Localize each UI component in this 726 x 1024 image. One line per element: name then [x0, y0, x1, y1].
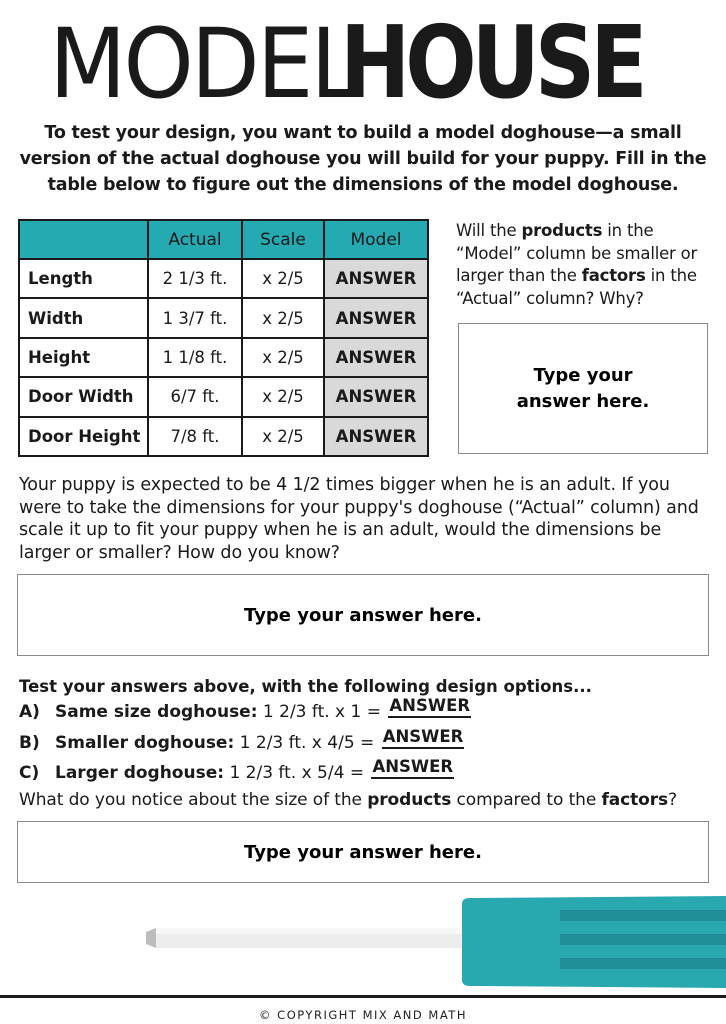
header-actual: Actual — [148, 220, 242, 259]
model-answer-field[interactable]: ANSWER — [324, 417, 428, 456]
title-light: MODEL — [49, 8, 358, 120]
footer-divider — [0, 995, 726, 998]
actual-cell: 2 1/3 ft. — [148, 259, 242, 298]
notice-text: compared to the — [451, 790, 602, 810]
answer-box-notice[interactable] — [17, 821, 709, 883]
question-scale-up: Your puppy is expected to be 4 1/2 times bigger when he is an adult. If you were to take the dimensions for your puppy's doghouse (“Actual” column) and scale it up to fit your puppy when he is an adult, would the dimensions be larger or smaller? How do you know? — [19, 475, 699, 563]
model-answer-field[interactable]: ANSWER — [324, 338, 428, 377]
question1-bold-products: products — [521, 221, 603, 240]
option-label: Same size doghouse: — [55, 702, 258, 722]
header-scale: Scale — [242, 220, 324, 259]
model-answer-field[interactable]: ANSWER — [324, 298, 428, 337]
answer-placeholder: Type your answer here. — [244, 604, 482, 626]
option-answer-field[interactable]: ANSWER — [388, 697, 471, 718]
row-label: Length — [19, 259, 148, 298]
screwdriver-icon — [0, 890, 726, 990]
question1-text: Will the — [456, 221, 522, 240]
screwdriver-tip — [146, 928, 156, 948]
table-row — [19, 417, 428, 456]
option-letter: B) — [19, 733, 40, 753]
model-answer-field[interactable]: ANSWER — [324, 377, 428, 416]
option-label: Smaller doghouse: — [55, 733, 235, 753]
actual-cell: 7/8 ft. — [148, 417, 242, 456]
header-model: Model — [324, 220, 428, 259]
question1-bold-factors: factors — [581, 266, 646, 285]
option-expression: 1 2/3 ft. x 5/4 = — [224, 763, 370, 783]
handle-groove — [560, 934, 726, 945]
test-heading: Test your answers above, with the following design options... — [19, 677, 592, 696]
notice-text: What do you notice about the size of the — [19, 790, 368, 810]
table-row — [19, 298, 428, 337]
row-label: Height — [19, 338, 148, 377]
question1-text: in the “Actual” column? Why? — [456, 266, 697, 308]
answer-placeholder: Type your answer here. — [516, 364, 650, 412]
option-expression: 1 2/3 ft. x 4/5 = — [234, 733, 380, 753]
scale-cell: x 2/5 — [242, 259, 324, 298]
table-header-row — [19, 220, 428, 259]
actual-cell: 6/7 ft. — [148, 377, 242, 416]
page-title — [0, 4, 726, 121]
scale-cell: x 2/5 — [242, 377, 324, 416]
table-row — [19, 338, 428, 377]
handle-groove — [560, 958, 726, 969]
handle-groove — [560, 910, 726, 921]
notice-text: ? — [668, 790, 677, 810]
actual-cell: 1 1/8 ft. — [148, 338, 242, 377]
answer-box-scale-up[interactable] — [17, 574, 709, 656]
table-row — [19, 377, 428, 416]
option-letter: C) — [19, 763, 40, 783]
option-answer-field[interactable]: ANSWER — [371, 758, 454, 779]
answer-placeholder: Type your answer here. — [244, 841, 482, 863]
intro-text: To test your design, you want to build a model doghouse—a small version of the actual doghouse you will build for your puppy. Fill in the table below to figure out the dimensions of the model doghouse. — [19, 123, 707, 195]
design-option-b — [19, 727, 464, 755]
question-products-vs-factors — [456, 220, 718, 310]
option-answer-field[interactable]: ANSWER — [382, 728, 465, 749]
scale-cell: x 2/5 — [242, 417, 324, 456]
header-blank — [19, 220, 148, 259]
option-letter: A) — [19, 702, 40, 722]
scale-cell: x 2/5 — [242, 298, 324, 337]
copyright: © COPYRIGHT MIX AND MATH — [259, 1008, 467, 1022]
scale-cell: x 2/5 — [242, 338, 324, 377]
option-expression: 1 2/3 ft. x 1 = — [257, 702, 387, 722]
question-notice — [19, 790, 677, 810]
notice-bold-factors: factors — [601, 790, 669, 810]
title-bold: HOUSE — [339, 4, 643, 121]
option-label: Larger doghouse: — [55, 763, 225, 783]
design-option-a — [19, 696, 471, 724]
answer-box-products[interactable] — [458, 323, 708, 454]
model-answer-field[interactable]: ANSWER — [324, 259, 428, 298]
row-label: Door Height — [19, 417, 148, 456]
dimensions-table — [18, 219, 429, 457]
table-row — [19, 259, 428, 298]
notice-bold-products: products — [367, 790, 452, 810]
row-label: Door Width — [19, 377, 148, 416]
screwdriver-shaft-highlight — [156, 928, 462, 934]
design-option-c — [19, 757, 454, 785]
row-label: Width — [19, 298, 148, 337]
actual-cell: 1 3/7 ft. — [148, 298, 242, 337]
question1-text: in the “Model” column be smaller or larger than the — [456, 221, 698, 285]
